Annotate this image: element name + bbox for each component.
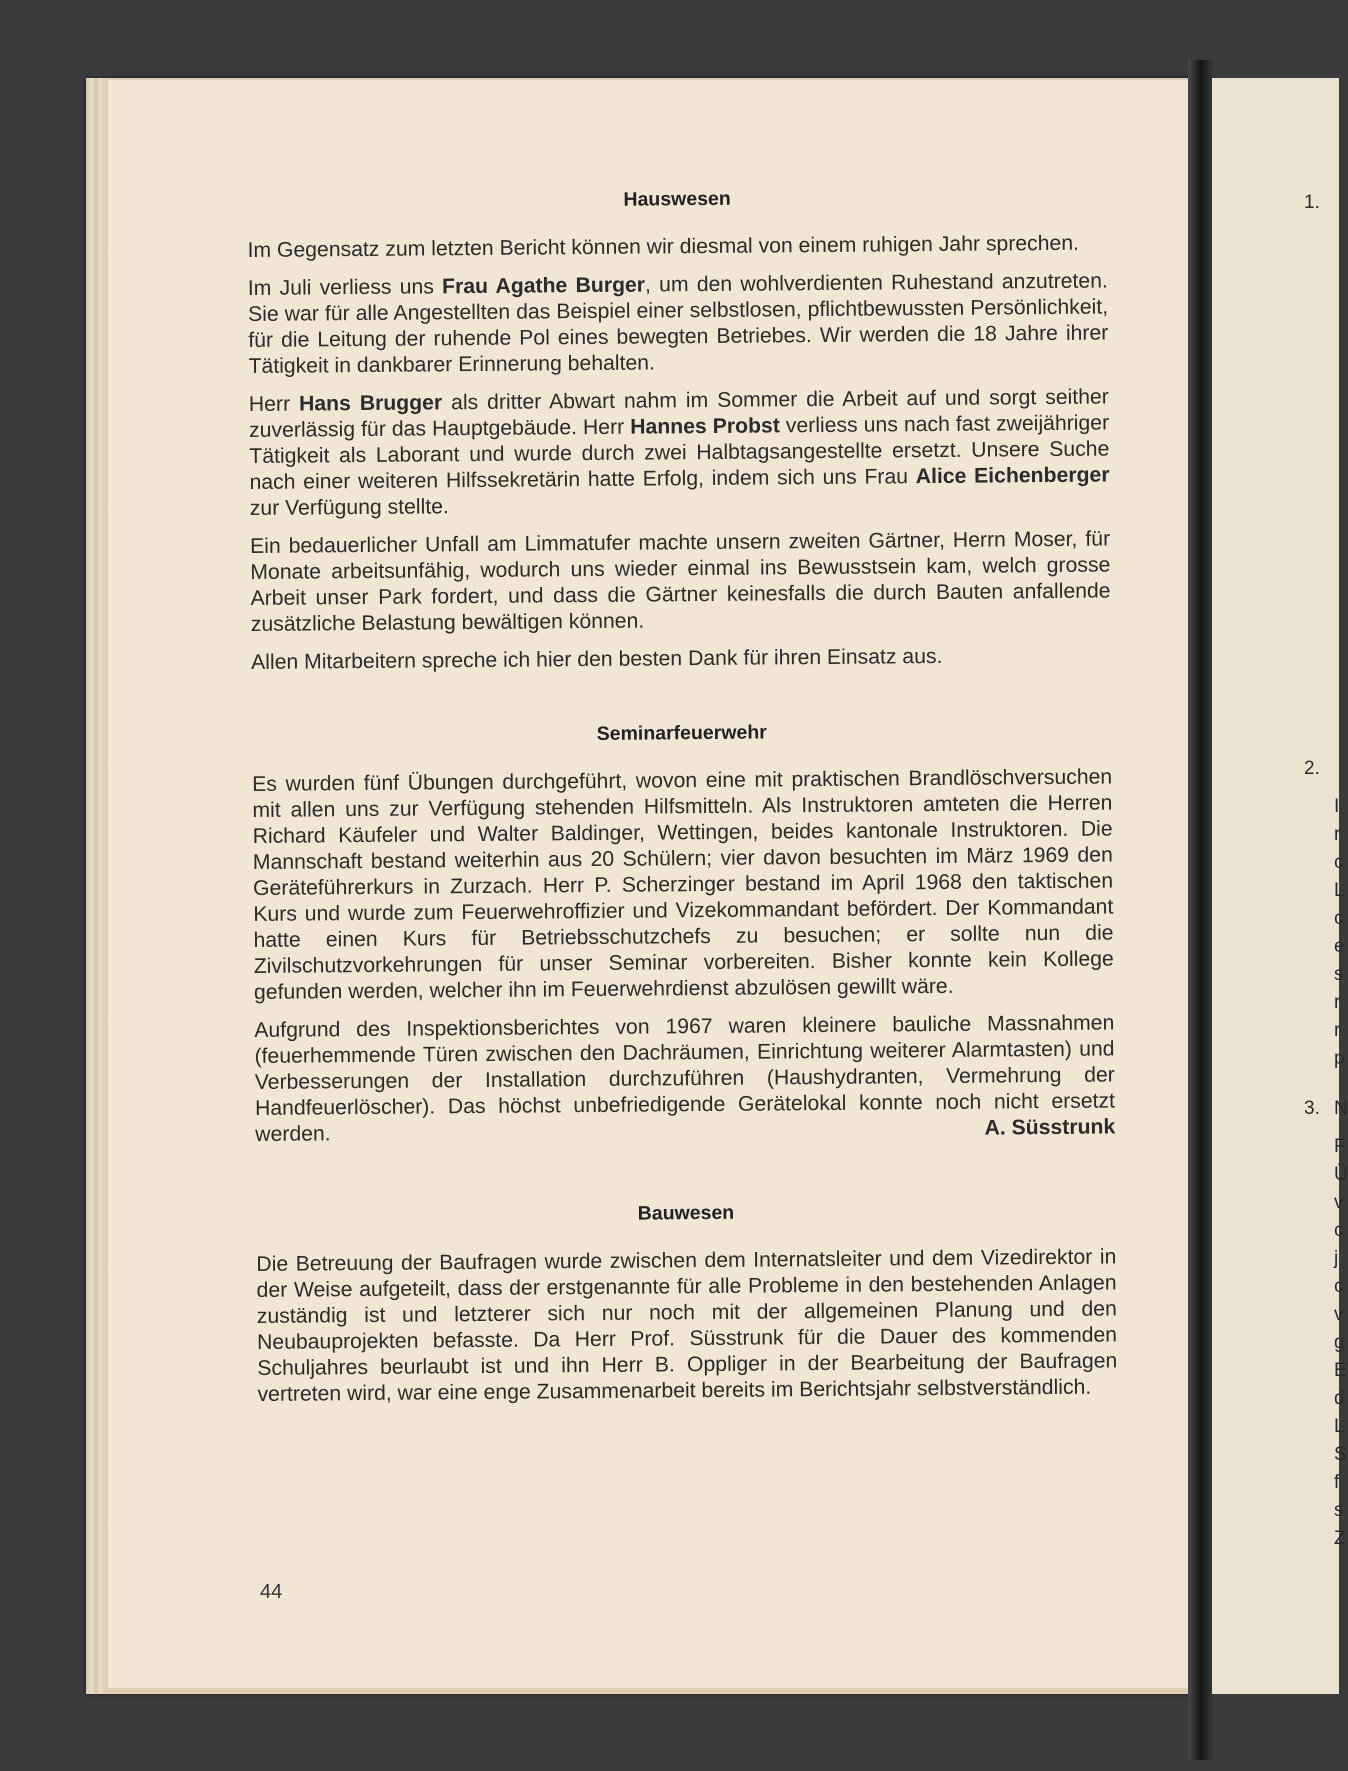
book-gutter	[1188, 60, 1214, 1760]
page-number: 44	[260, 1581, 283, 1603]
paragraph-with-signature	[254, 1010, 1115, 1147]
adjacent-fragment: L	[1334, 880, 1345, 901]
adjacent-fragment: r	[1334, 824, 1341, 845]
text-run: Die Betreuung der Baufragen wurde zwischen dem Internatsleiter und dem Vizedirektor in der Weise aufgeteilt, dass der erstgenannte für alle Probleme in den bestehenden Anlagen zuständig ist und letzterer sich nur noch mit der allgemeinen Planung und den Neubauprojekten befasste. Da Herr Prof. Süsstrunk für die Dauer des kommenden Schuljahres beurlaubt ist und ihn Herr B. Oppliger in der Bearbeitung der Baufragen vertreten wird, war eine enge Zusammenarbeit bereits im Berichtsjahr selbstverständlich.	[256, 1245, 1118, 1406]
text-run: Herr	[248, 392, 300, 416]
paragraph	[250, 526, 1111, 638]
bold-name: Hans Brugger	[298, 391, 443, 416]
adjacent-fragment: e	[1334, 936, 1345, 957]
text-run: Im Gegensatz zum letzten Bericht können wir diesmal von einem ruhigen Jahr sprechen.	[247, 231, 1080, 262]
bold-name: Alice Eichenberger	[915, 463, 1110, 489]
adjacent-page-number: 1.	[1304, 192, 1320, 213]
adjacent-fragment: Z	[1334, 1528, 1346, 1549]
adjacent-fragment: E	[1334, 1360, 1347, 1381]
text-run: Es wurden fünf Übungen durchgeführt, wovon eine mit praktischen Brandlöschversuchen mit allen uns zur Verfügung stehenden Hilfsmitteln. Als Instruktoren amteten die Herren Richard Käufeler und Walter Baldinger, Wettingen, beides kantonale Instruktoren. Die Mannschaft bestand weiterhin aus 20 Schülern; vier davon besuchten im März 1969 den Geräteführerkurs in Zurzach. Herr P. Scherzinger bestand im April 1968 den taktischen Kurs und wurde zum Feuerwehroffizier und Vizekommandant befördert. Der Kommandant hatte einen Kurs für Betriebsschutzchefs zu besuchen; er sollte nun die Zivilschutzvorkehrungen für unser Seminar vorbereiten. Bisher konnte kein Kollege gefunden werden, welcher ihn im Feuerwehrdienst abzulösen gewillt wäre.	[252, 765, 1114, 1004]
section-title-seminarfeuerwehr: Seminarfeuerwehr	[596, 721, 767, 745]
adjacent-fragment: Ü	[1334, 1164, 1348, 1185]
text-run: Allen Mitarbeitern spreche ich hier den besten Dank für ihren Einsatz aus.	[251, 644, 943, 674]
adjacent-fragment: v	[1334, 1192, 1344, 1213]
adjacent-fragment: s	[1334, 1500, 1344, 1521]
paragraph	[249, 384, 1110, 521]
section-title-bauwesen: Bauwesen	[637, 1201, 735, 1225]
adjacent-fragment: c	[1334, 852, 1344, 873]
adjacent-fragment: j	[1334, 1248, 1339, 1269]
paragraph	[256, 1244, 1117, 1407]
text-run: verliess uns nach fast zweijähriger Tätigkeit als Laborant und wurde durch zwei Halbtagsangestellte ersetzt. Unsere Suche nach einer weiteren Hilfssekretärin hatte Erfolg, indem sich uns Frau	[249, 411, 1110, 494]
text-run: als dritter Abwart nahm im Sommer die Arbeit auf und sorgt seither zuverlässig für das Hauptgebäude. Herr	[248, 385, 1109, 442]
text-run: Im Juli verliess uns	[247, 275, 443, 300]
adjacent-fragment: S	[1334, 1444, 1347, 1465]
text-run: Aufgrund des Inspektionsberichtes von 1967 waren kleinere bauliche Massnahmen (feuerhemmende Türen zwischen den Dachräumen, Einrichtung weiterer Alarmtasten) und Verbesserungen der Installation durchzuführen (Haushydranten, Vermehrung der Handfeuerlöscher). Das höchst unbefriedigende Gerätelokal konnte noch nicht ersetzt werden.	[254, 1011, 1116, 1146]
adjacent-fragment: c	[1334, 1220, 1344, 1241]
paragraph	[251, 642, 1111, 676]
paragraph	[252, 764, 1114, 1005]
text-run: zur Verfügung stellte.	[249, 495, 449, 520]
adjacent-fragment: N	[1334, 1098, 1348, 1119]
page-content	[247, 182, 1118, 1419]
adjacent-page-number: 2.	[1304, 758, 1320, 779]
bold-name: Frau Agathe Burger	[442, 273, 646, 299]
adjacent-fragment: d	[1334, 1388, 1345, 1409]
text-run: Ein bedauerlicher Unfall am Limmatufer machte unsern zweiten Gärtner, Herrn Moser, für Monate arbeitsunfähig, wodurch uns wieder einmal ins Bewusstsein kam, welch grosse Arbeit unser Park fordert, und dass die Gärtner keinesfalls die durch Bauten anfallende zusätzliche Belastung bewältigen können.	[250, 527, 1111, 636]
adjacent-fragment: I	[1334, 796, 1340, 817]
adjacent-fragment: c	[1334, 1276, 1344, 1297]
adjacent-fragment: v	[1334, 1304, 1344, 1325]
signature: A. Süsstrunk	[984, 1115, 1116, 1140]
adjacent-fragment: g	[1334, 1332, 1345, 1353]
adjacent-fragment: p	[1334, 1048, 1345, 1069]
adjacent-fragment: F	[1334, 1136, 1346, 1157]
adjacent-page	[1212, 78, 1348, 1694]
adjacent-fragment: r	[1334, 1020, 1341, 1041]
text-run: , um den wohlverdienten Ruhestand anzutreten. Sie war für alle Angestellten das Beispiel einer selbstlosen, pflichtbewussten Persönlichkeit, für die Leitung der ruhende Pol eines bewegten Betriebes. Wir werden die 18 Jahre ihrer Tätigkeit in dankbarer Erinnerung behalten.	[247, 269, 1109, 378]
bold-name: Hannes Probst	[630, 414, 780, 439]
adjacent-page-number: 3.	[1304, 1098, 1320, 1119]
paragraph	[247, 230, 1107, 264]
adjacent-fragment: L	[1334, 1416, 1345, 1437]
adjacent-fragment: f	[1334, 1472, 1340, 1493]
section-title-hauswesen: Hauswesen	[623, 187, 731, 211]
adjacent-fragment: c	[1334, 908, 1344, 929]
paragraph	[248, 268, 1109, 380]
adjacent-fragment: r	[1334, 992, 1341, 1013]
adjacent-fragment: s	[1334, 964, 1344, 985]
